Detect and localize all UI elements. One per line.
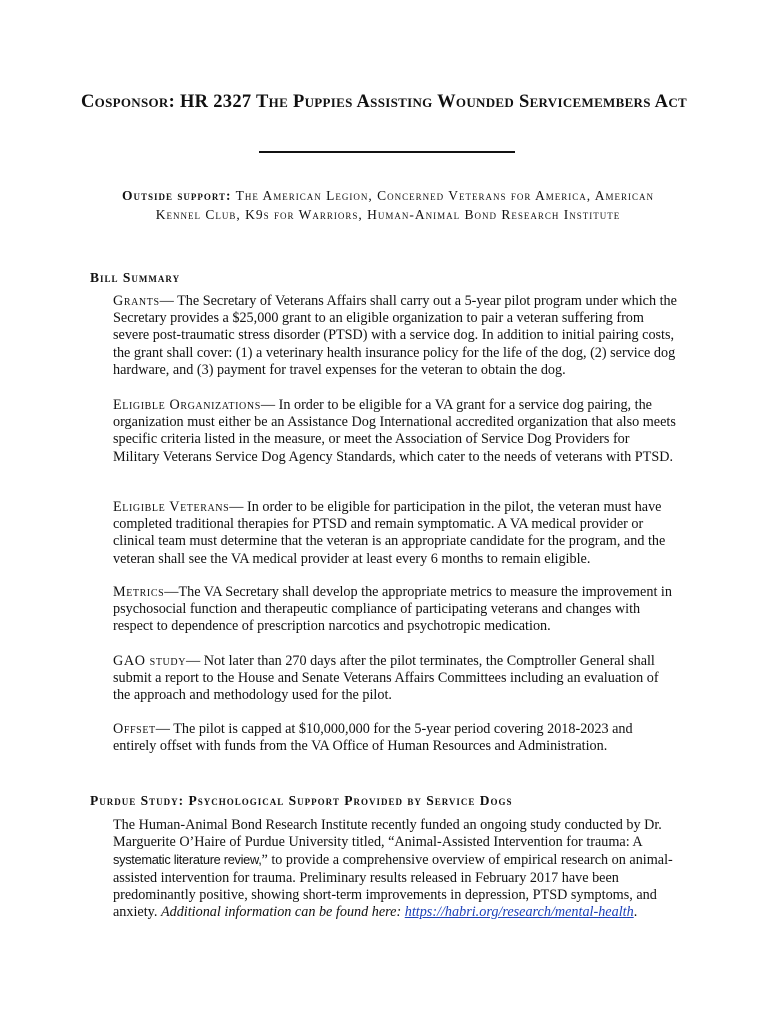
title-divider xyxy=(259,151,515,153)
paragraph-sep: — xyxy=(155,721,174,737)
purdue-text-3: ” to provide a comprehensive overview of empirical research on animal-assisted intervention for trauma. Preliminary results released in February 2017 have been predominantly positive, showing short-term improvements in depression, PTSD symptoms, and anxiety. xyxy=(113,852,673,921)
paragraph-text: The VA Secretary shall develop the appropriate metrics to measure the improvement in psychosocial function and therapeutic compliance of participating veterans and changes with respect to dependence of prescription narcotics and psychotropic medication. xyxy=(113,584,672,635)
offset-paragraph xyxy=(113,721,679,755)
outside-support-label: Outside support: xyxy=(121,188,232,203)
paragraph-lead: Eligible Veterans xyxy=(113,499,230,515)
habri-link[interactable]: https://habri.org/research/mental-health xyxy=(404,904,634,921)
purdue-text-1: The Human-Animal Bond Research Institute recently funded an ongoing study conducted by Dr. Marguerite O’Haire of Purdue University titled, “Animal-Assisted Intervention for trauma: A xyxy=(113,817,662,851)
purdue-paragraph xyxy=(113,817,679,921)
paragraph-lead: Offset xyxy=(113,721,156,737)
eligible-veterans-paragraph xyxy=(113,499,679,568)
paragraph-sep: — xyxy=(260,397,279,413)
paragraph-sep: — xyxy=(186,653,204,669)
paragraph-text: Not later than 270 days after the pilot terminates, the Comptroller General shall submit a report to the House and Senate Veterans Affairs Committees including an evaluation of the approach and methodology used for the pilot. xyxy=(113,653,659,704)
paragraph-text: The Secretary of Veterans Affairs shall carry out a 5-year pilot program under which the Secretary provides a $25,000 grant to an eligible organization to pair a veteran suffering from severe post-traumatic stress disorder (PTSD) with a service dog. In addition to initial pairing costs, the grant shall cover: (1) a veterinary health insurance policy for the life of the dog, (2) service dog hardware, and (3) payment for travel expenses for the veteran to obtain the dog. xyxy=(113,293,677,378)
paragraph-text: In order to be eligible for participation in the pilot, the veteran must have completed traditional therapies for PTSD and remain symptomatic. A VA medical provider or clinical team must determine that the veteran is an appropriate candidate for the program, and the veteran shall see the VA medical provider at least every 6 months to remain eligible. xyxy=(113,499,666,567)
grants-paragraph xyxy=(113,293,679,379)
purdue-study-heading: Purdue Study: Psychological Support Provided by Service Dogs xyxy=(90,793,513,808)
outside-support-text: The American Legion, Concerned Veterans for America, American Kennel Club, K9s for Warriors, Human-Animal Bond Research Institute xyxy=(155,188,655,222)
more-info-text: Additional information can be found here: xyxy=(160,904,405,921)
paragraph-lead: Grants xyxy=(113,293,160,309)
outside-support xyxy=(108,186,668,224)
purdue-text-2: systematic literature review, xyxy=(113,852,262,868)
metrics-paragraph xyxy=(113,584,679,636)
paragraph-text: The pilot is capped at $10,000,000 for the 5-year period covering 2018-2023 and entirely offset with funds from the VA Office of Human Resources and Administration. xyxy=(113,721,633,755)
paragraph-sep: — xyxy=(159,293,178,309)
eligible-organizations-paragraph xyxy=(113,397,679,466)
purdue-end: . xyxy=(633,904,638,921)
paragraph-lead: Eligible Organizations xyxy=(113,397,261,413)
page-title: Cosponsor: HR 2327 The Puppies Assisting Wounded Servicemembers Act xyxy=(81,92,687,112)
paragraph-text: In order to be eligible for a VA grant for a service dog pairing, the organization must either be an Assistance Dog International accredited organization that also meets specific criteria listed in the measure, or meet the Association of Service Dog Providers for Military Veterans Service Dog Agency Standards, which cater to the needs of veterans with PTSD. xyxy=(113,397,676,465)
bill-summary-heading: Bill Summary xyxy=(90,270,181,285)
paragraph-lead: GAO study xyxy=(113,653,187,669)
paragraph-lead: Metrics xyxy=(113,584,165,600)
gao-study-paragraph xyxy=(113,653,679,705)
paragraph-sep: — xyxy=(164,584,179,600)
paragraph-sep: — xyxy=(229,499,248,515)
